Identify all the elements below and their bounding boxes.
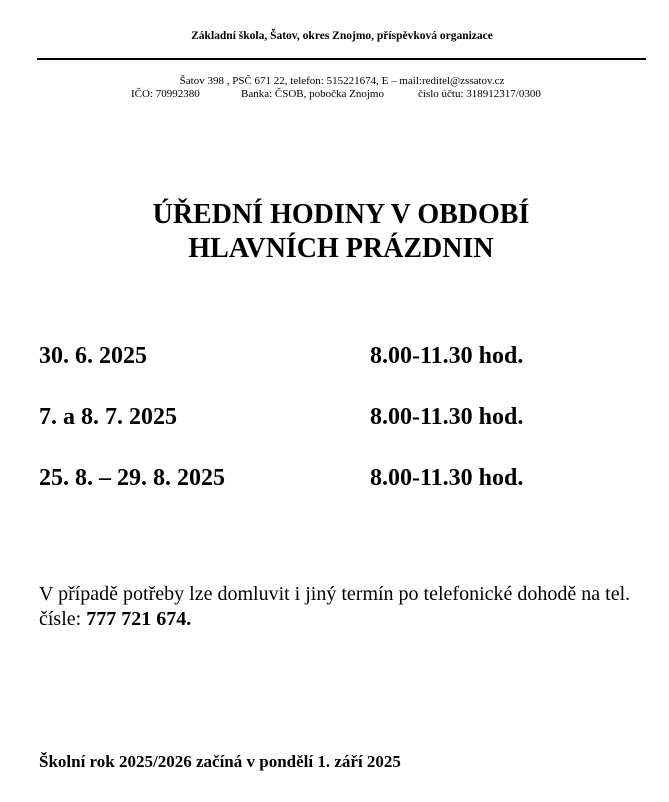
office-hours-row — [39, 343, 639, 373]
office-hours-time: 8.00-11.30 hod. — [370, 404, 524, 430]
address-line: Šatov 398 , PSČ 671 22, telefon: 515221674, E – mail:reditel@zssatov.cz — [179, 75, 505, 87]
office-hours-row — [39, 465, 639, 495]
office-hours-date: 25. 8. – 29. 8. 2025 — [39, 465, 225, 491]
office-hours-row — [39, 404, 639, 434]
office-hours-date: 7. a 8. 7. 2025 — [39, 404, 177, 430]
office-hours-time: 8.00-11.30 hod. — [370, 465, 524, 491]
contact-phone-number: 777 721 674. — [86, 608, 192, 630]
organization-name: Základní škola, Šatov, okres Znojmo, příspěvková organizace — [191, 30, 493, 42]
title-line-1: ÚŘEDNÍ HODINY V OBDOBÍ — [152, 199, 530, 230]
bank-name: Banka: ČSOB, pobočka Znojmo — [241, 88, 384, 100]
header-divider — [37, 58, 646, 60]
office-hours-date: 30. 6. 2025 — [39, 343, 147, 369]
contact-note — [39, 582, 649, 632]
page-title — [0, 198, 669, 266]
account-number: číslo účtu: 318912317/0300 — [418, 88, 541, 100]
school-year-start: Školní rok 2025/2026 začíná v pondělí 1. září 2025 — [39, 752, 401, 771]
contact-note-text: V případě potřeby lze domluvit i jiný termín po telefonické dohodě na tel. čísle: — [39, 583, 631, 630]
bank-info-line — [131, 88, 541, 100]
title-line-2: HLAVNÍCH PRÁZDNIN — [188, 233, 494, 264]
office-hours-time: 8.00-11.30 hod. — [370, 343, 524, 369]
ico-number: IČO: 70992380 — [131, 88, 200, 100]
